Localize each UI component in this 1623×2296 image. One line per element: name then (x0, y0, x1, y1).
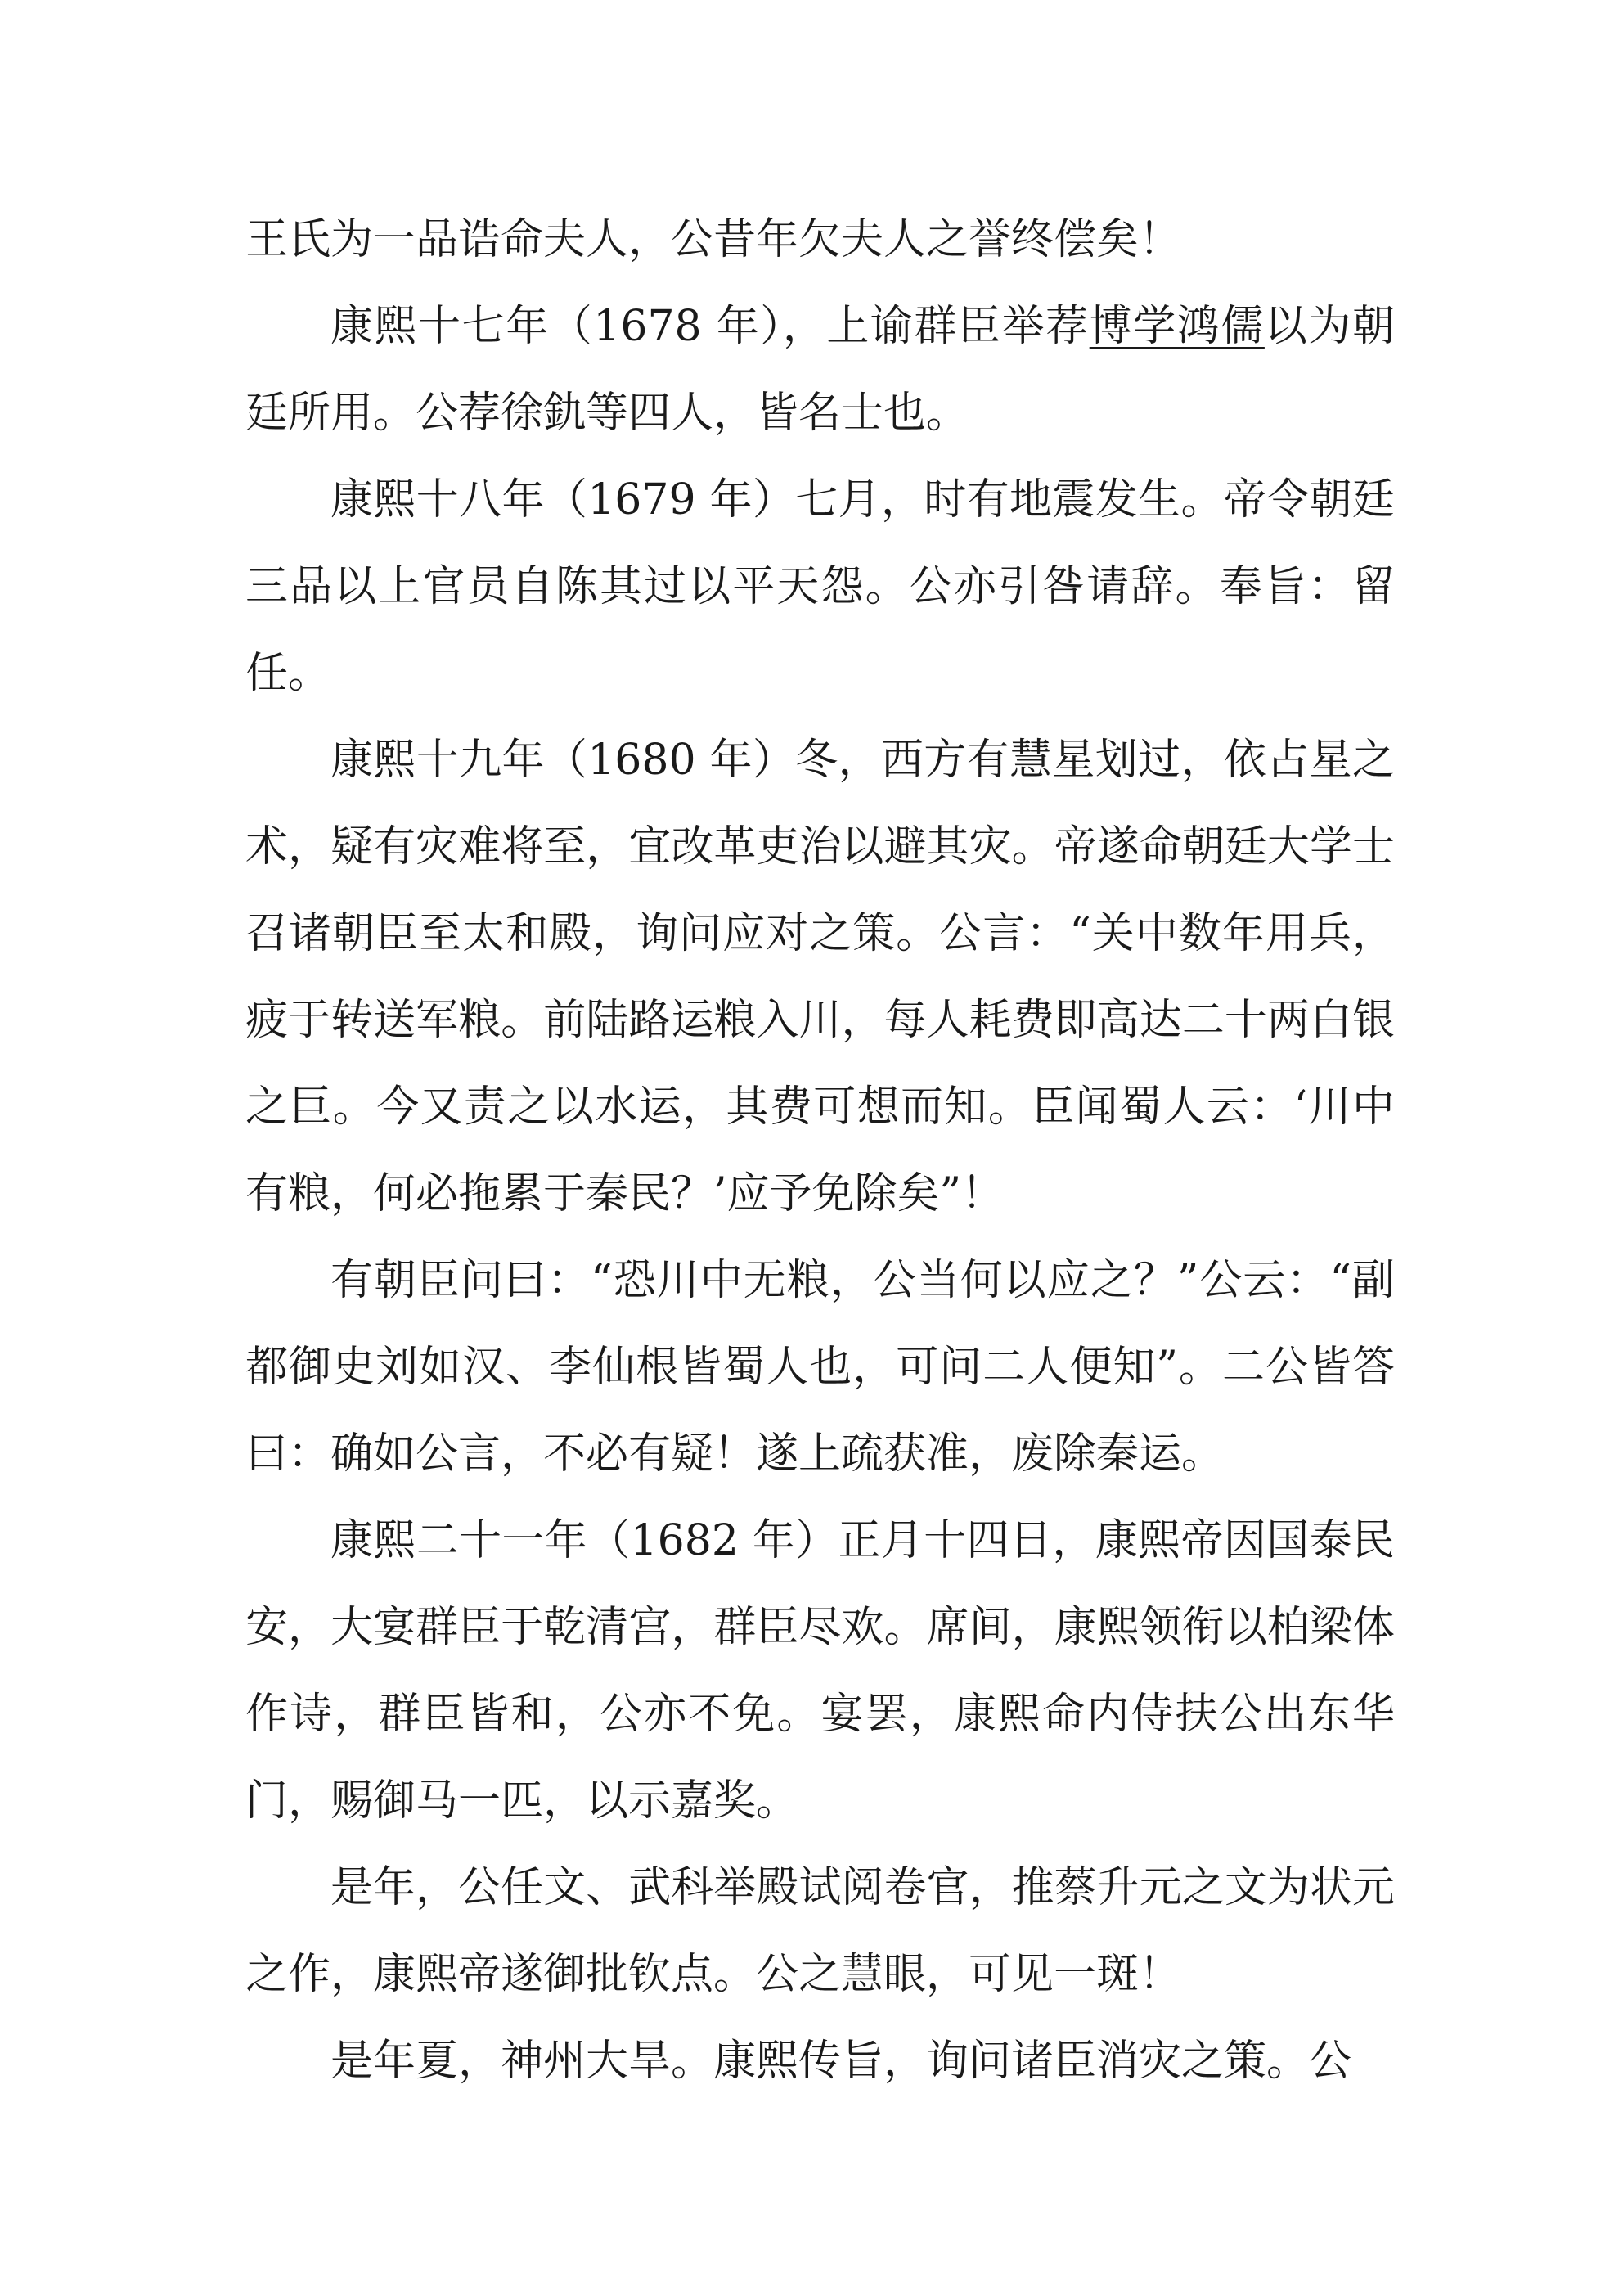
paragraph-continuation: 王氏为一品诰命夫人，公昔年欠夫人之誉终偿矣！ (245, 215, 1182, 264)
paragraph-1679: 康熙十八年（1679 年）七月，时有地震发生。帝令朝廷三品以上官员自陈其过以平天怨。公亦引咎请辞。奉旨：留任。 (245, 475, 1395, 698)
paragraph-exam: 是年，公任文、武科举殿试阅卷官，推蔡升元之文为状元之作，康熙帝遂御批钦点。公之慧眼，可见一斑！ (245, 1863, 1395, 1999)
paragraph-1682: 康熙二十一年（1682 年）正月十四日，康熙帝因国泰民安，大宴群臣于乾清宫，群臣尽欢。席间，康熙领衔以柏梁体作诗，群臣皆和，公亦不免。宴罢，康熙命内侍扶公出东华门，赐御马一匹，以示嘉奖。 (245, 1516, 1395, 1826)
paragraph-1680: 康熙十九年（1680 年）冬，西方有慧星划过，依占星之术，疑有灾难将至，宜改革吏治以避其灾。帝遂命朝廷大学士召诸朝臣至太和殿，询问应对之策。公言：“关中数年用兵，疲于转送军粮。前陆路运粮入川，每人耗费即高达二十两白银之巨。今又责之以水运，其费可想而知。臣闻蜀人云：‘川中有粮，何必拖累于秦民？’应予免除矣”！ (245, 736, 1395, 1218)
paragraph-drought: 是年夏，神州大旱。康熙传旨，询问诸臣消灾之策。公 (330, 2037, 1352, 2086)
paragraph-1678-end: 以为朝廷所用。公荐徐釚等四人，皆名士也。 (245, 302, 1395, 438)
paragraph-1678-start: 康熙十七年（1678 年），上谕群臣举荐 (330, 302, 1090, 351)
body-text (245, 196, 1395, 2105)
underlined-term: 博学鸿儒 (1089, 302, 1265, 351)
paragraph-1678 (245, 283, 1395, 457)
paragraph-official-question: 有朝臣问曰：“恐川中无粮，公当何以应之？”公云：“副都御史刘如汉、李仙根皆蜀人也，可问二人便知”。二公皆答曰：确如公言，不必有疑！遂上疏获准，废除秦运。 (245, 1256, 1395, 1479)
